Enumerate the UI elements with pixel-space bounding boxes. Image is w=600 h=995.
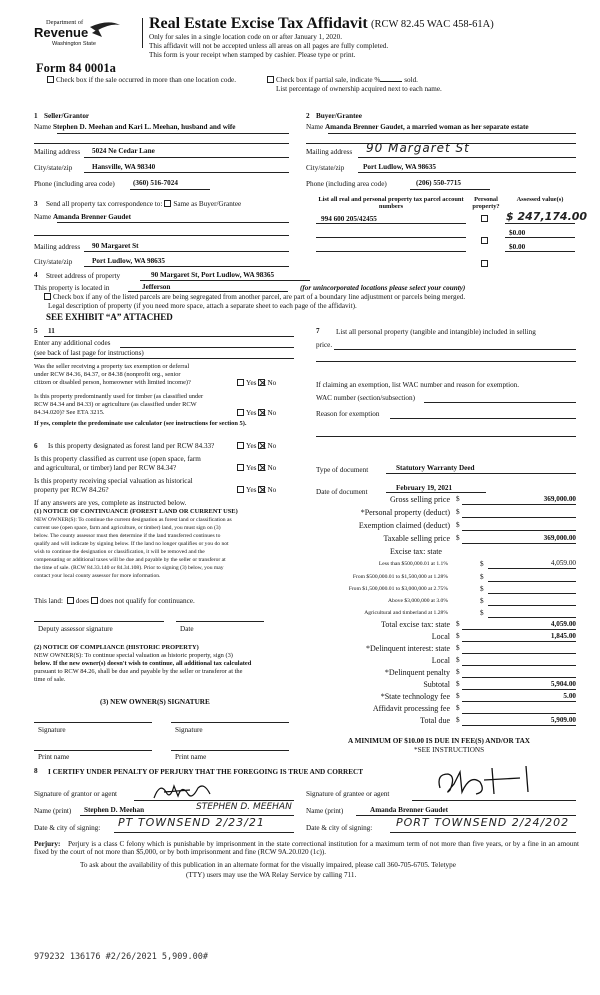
corr-mailing-label: Mailing address <box>34 243 81 251</box>
notice1-line: NEW OWNER(S): To continue the current designation as forest land or classification as <box>34 517 232 523</box>
sec7-text-1: List all personal property (tangible and intangible) included in selling <box>336 328 536 336</box>
partial-sale-row <box>265 76 418 84</box>
bracket-label: Agricultural and timberland at 1.28% <box>364 610 448 616</box>
notice2-line: NEW OWNER(S): To continue special valuation as historic property, sign (3) <box>34 652 233 659</box>
bracket-label: From $1,500,000.01 to $3,000,000 at 2.75% <box>348 586 448 592</box>
corr-city[interactable]: Port Ludlow, WA 98635 <box>92 257 165 265</box>
same-as-buyer-checkbox[interactable] <box>164 200 171 207</box>
grantee-signature-icon[interactable] <box>430 764 560 800</box>
doc-type-value[interactable]: Statutory Warranty Deed <box>396 464 475 472</box>
dollar-sign: $ <box>480 560 484 568</box>
does-not-label: does not qualify for continuance. <box>99 597 195 605</box>
county-value[interactable]: Jefferson <box>142 283 171 291</box>
partial-sale-checkbox[interactable] <box>267 76 274 83</box>
corr-heading-row <box>46 200 241 208</box>
doc-date-label: Date of document <box>316 488 368 496</box>
notice1-line: wish to continue the designation or classification, it will be removed and the <box>34 549 205 555</box>
dept-line-1: Department of <box>46 19 84 26</box>
dept-line-3: Washington State <box>52 41 96 47</box>
seller-phone[interactable]: (360) 516-7024 <box>133 179 178 187</box>
tax-label: Local <box>431 656 450 665</box>
does-checkbox[interactable] <box>67 597 74 604</box>
sec6-num: 6 <box>34 442 38 450</box>
tax-value[interactable]: 5,909.00 <box>550 716 576 724</box>
bracket-label: Less than $500,000.01 at 1.1% <box>378 561 448 567</box>
owner-print-name-label: Print name <box>38 753 70 761</box>
seller-name-row <box>34 123 235 131</box>
notice2-line: time of sale. <box>34 676 66 683</box>
grantee-signature-label: Signature of grantee or agent <box>306 790 390 798</box>
see-back-note: (see back of last page for instructions) <box>34 349 144 357</box>
sec5-num: 5 <box>34 327 38 335</box>
buyer-mailing[interactable]: 90 Margaret St <box>366 141 470 155</box>
bracket-label: From $500,000.01 to $1,500,000 at 1.28% <box>352 574 448 580</box>
form-title: Real Estate Excise Tax Affidavit <box>149 15 368 32</box>
grantee-date-city-label: Date & city of signing: <box>306 824 373 832</box>
dept-line-2: Revenue <box>34 25 89 40</box>
does-not-checkbox[interactable] <box>91 597 98 604</box>
sec7-num: 7 <box>316 327 320 335</box>
personal-property-checkbox[interactable] <box>481 237 488 244</box>
sec5-q2-line1: Is this property predominantly used for timber (as classified under <box>34 393 204 400</box>
dollar-sign: $ <box>456 692 460 700</box>
yes-checkbox[interactable] <box>237 486 244 493</box>
sec8-num: 8 <box>34 767 38 775</box>
see-instructions-note: *SEE INSTRUCTIONS <box>414 746 485 754</box>
no-label: No <box>267 464 277 472</box>
deputy-signature-label: Deputy assessor signature <box>38 625 113 633</box>
parcel-assessed-value[interactable]: $0.00 <box>509 229 526 237</box>
doc-date-value[interactable]: February 19, 2021 <box>396 484 453 492</box>
parcel-col-assessed: Assessed value(s) <box>516 196 564 203</box>
no-checkbox[interactable] <box>258 379 265 386</box>
buyer-phone-label: Phone (including area code) <box>306 180 387 188</box>
tax-value[interactable]: 1,845.00 <box>550 632 576 640</box>
bracket-label: Above $3,000,000 at 3.0% <box>388 598 448 604</box>
tax-value[interactable]: 5,904.00 <box>550 680 576 688</box>
buyer-num: 2 <box>306 112 310 120</box>
property-street[interactable]: 90 Margaret St, Port Ludlow, WA 98365 <box>151 271 275 279</box>
dollar-sign: $ <box>456 521 460 529</box>
minimum-due-note: A MINIMUM OF $10.00 IS DUE IN FEE(S) AND/OR TAX <box>348 737 530 745</box>
county-note: (for unincorporated locations please select your county) <box>300 284 466 292</box>
grantee-name-label: Name (print) <box>306 807 344 815</box>
notice1-title: (1) NOTICE OF CONTINUANCE (FOREST LAND OR CURRENT USE) <box>34 508 238 515</box>
tax-label: Taxable selling price <box>383 534 450 543</box>
sec5-q1-line1: Was the seller receiving a property tax exemption or deferral <box>34 363 190 370</box>
certify-statement: I CERTIFY UNDER PENALTY OF PERJURY THAT THE FOREGOING IS TRUE AND CORRECT <box>48 768 363 776</box>
this-land-row <box>34 597 195 605</box>
notice1-line: the time of sale. (RCW 84.33.140 or 84.34.108). Prior to signing (3) below, you may <box>34 565 224 571</box>
buyer-mailing-label: Mailing address <box>306 148 353 156</box>
multi-location-checkbox[interactable] <box>47 76 54 83</box>
notice1-line: compensating or additional taxes will be due and payable by the seller or transferor at <box>34 557 226 563</box>
personal-property-checkbox[interactable] <box>481 260 488 267</box>
dollar-sign: $ <box>480 573 484 581</box>
form-subtitle-3: This form is your receipt when stamped by cashier. Please type or print. <box>149 51 356 59</box>
tax-label: *Personal property (deduct) <box>360 508 450 517</box>
buyer-heading: Buyer/Grantee <box>316 112 362 120</box>
sec7-text-2: price. <box>316 341 333 349</box>
parcel-assessed-value[interactable]: $ 247,174.00 <box>506 210 588 223</box>
ownership-note: List percentage of ownership acquired next to each name. <box>276 85 442 93</box>
sec6-q2-line2: and agricultural, or timber) land per RCW 84.34? <box>34 464 177 472</box>
seller-city-label: City/state/zip <box>34 164 73 172</box>
same-as-buyer-label: Same as Buyer/Grantee <box>173 200 242 208</box>
sec6-q3-yesno <box>235 486 276 494</box>
corr-city-label: City/state/zip <box>34 258 73 266</box>
tax-value[interactable]: 369,000.00 <box>543 495 576 503</box>
revenue-logo <box>34 17 124 53</box>
yes-checkbox[interactable] <box>237 442 244 449</box>
perjury-text: Perjury is a class C felony which is punishable by imprisonment in the state correctional institution for a maximum term of not more than five years, or by a fine in an amount fixed by the court of not more than $5,000, or by both imprisonment and fine (RCW 9A.20.020 (1c)). <box>34 840 579 857</box>
yes-label: Yes <box>246 486 257 494</box>
parcel-col-personal: Personal property? <box>472 196 500 211</box>
sec5-code[interactable]: 11 <box>48 327 55 335</box>
county-label: This property is located in <box>34 284 110 292</box>
no-checkbox[interactable] <box>258 409 265 416</box>
tax-label: *State technology fee <box>380 692 450 701</box>
yes-checkbox[interactable] <box>237 379 244 386</box>
dollar-sign: $ <box>480 609 484 617</box>
accessibility-line-2: (TTY) users may use the WA Relay Service by calling 711. <box>186 871 357 879</box>
owner-signature-label: Signature <box>38 726 66 734</box>
tax-label: Local <box>431 632 450 641</box>
seller-mailing[interactable]: 5024 Ne Cedar Lane <box>92 147 155 155</box>
buyer-city-label: City/state/zip <box>306 164 345 172</box>
sec6-if-any: If any answers are yes, complete as instructed below. <box>34 499 187 507</box>
notice1-line: current use (open space, farm and agriculture, or timber) land, you must sign on (3) <box>34 525 221 531</box>
seller-heading: Seller/Grantor <box>44 112 90 120</box>
form-number: Form 84 0001a <box>36 61 116 75</box>
no-label: No <box>267 379 277 387</box>
parcel-account[interactable]: 994 600 205/42455 <box>321 215 377 223</box>
corr-name-label: Name <box>34 213 52 221</box>
owner-signature-label-2: Signature <box>175 726 203 734</box>
buyer-name-label: Name <box>306 123 324 131</box>
tax-label: Subtotal <box>423 680 450 689</box>
corr-name[interactable]: Amanda Brenner Gaudet <box>52 213 131 221</box>
seller-name[interactable]: Stephen D. Meehan and Kari L. Meehan, husband and wife <box>52 123 236 131</box>
excise-state-label: Excise tax: state <box>390 547 442 556</box>
segregated-label: Check box if any of the listed parcels are being segregated from another parcel, are part of a boundary line adjustment or parcels being merged. <box>53 293 466 301</box>
grantor-signature-label: Signature of grantor or agent <box>34 790 118 798</box>
property-street-label: Street address of property <box>46 272 121 280</box>
segregated-row <box>42 293 465 301</box>
corr-heading: Send all property tax correspondence to: <box>46 200 163 208</box>
segregated-checkbox[interactable] <box>44 293 51 300</box>
no-checkbox[interactable] <box>258 464 265 471</box>
corr-name-row <box>34 213 131 221</box>
this-land-label: This land: <box>34 597 63 605</box>
notice2-title: (2) NOTICE OF COMPLIANCE (HISTORIC PROPERTY) <box>34 644 199 651</box>
tax-label: Total due <box>420 716 450 725</box>
dollar-sign: $ <box>480 597 484 605</box>
partial-sale-label: Check box if partial sale, indicate % <box>276 76 381 84</box>
dollar-sign: $ <box>456 656 460 664</box>
does-label: does <box>75 597 89 605</box>
dollar-sign: $ <box>456 495 460 503</box>
yes-label: Yes <box>246 464 257 472</box>
tax-label: *Delinquent penalty <box>384 668 450 677</box>
sec5-q2-yesno <box>235 409 276 417</box>
grantor-print-name[interactable]: Stephen D. Meehan <box>84 806 145 814</box>
sec6-q2-line1: Is this property classified as current use (open space, farm <box>34 455 201 463</box>
grantor-date-city[interactable]: PT TOWNSEND 2/23/21 <box>118 816 265 829</box>
sec6-q3-line2: property per RCW 84.26? <box>34 486 109 494</box>
buyer-name[interactable]: Amanda Brenner Gaudet, a married woman as her separate estate <box>324 123 529 131</box>
parcel-col-accounts: List all real and personal property tax parcel account numbers <box>318 196 464 211</box>
seller-phone-label: Phone (including area code) <box>34 180 115 188</box>
legal-description-label: Legal description of property (if you need more space, attach a separate sheet to each page of the affidavit). <box>48 302 357 310</box>
dollar-sign: $ <box>456 534 460 542</box>
dollar-sign: $ <box>480 585 484 593</box>
sec5-q1-line2: under RCW 84.36, 84.37, or 84.38 (nonprofit org., senior <box>34 371 181 378</box>
grantor-handwritten-name[interactable]: STEPHEN D. MEEHAN <box>196 802 292 812</box>
notice2-line: pursuant to RCW 84.26, shall be due and payable by the seller or transferor at the <box>34 668 243 675</box>
buyer-name-row <box>306 123 529 131</box>
cashier-stamp: 979232 136176 #2/26/2021 5,909.00# <box>34 952 208 962</box>
grantor-name-label: Name (print) <box>34 807 72 815</box>
notice1-line: below. The county assessor must then determine if the land transferred continues to <box>34 533 221 539</box>
parcel-assessed-value[interactable]: $0.00 <box>509 243 526 251</box>
yes-checkbox[interactable] <box>237 409 244 416</box>
sec5-q2-line2: RCW 84.34 and 84.33) or agriculture (as classified under RCW <box>34 401 197 408</box>
no-checkbox[interactable] <box>258 486 265 493</box>
grantor-date-city-label: Date & city of signing: <box>34 824 101 832</box>
sec5-q2-line3: 84.34.020)? See ETA 3215. <box>34 409 105 416</box>
tax-label: Affidavit processing fee <box>372 704 450 713</box>
dollar-sign: $ <box>456 716 460 724</box>
deputy-date-label: Date <box>180 625 194 633</box>
dollar-sign: $ <box>456 680 460 688</box>
no-label: No <box>267 409 277 417</box>
exemption-label: If claiming an exemption, list WAC number and reason for exemption. <box>316 381 520 389</box>
personal-property-checkbox[interactable] <box>481 215 488 222</box>
corr-num: 3 <box>34 200 38 208</box>
no-label: No <box>267 442 277 450</box>
grantee-date-city[interactable]: PORT TOWNSEND 2/24/202 <box>396 816 570 829</box>
doc-type-label: Type of document <box>316 466 369 474</box>
sec5-if-yes: If yes, complete the predominate use calculator (see instructions for section 5). <box>34 420 247 427</box>
sec5-q1-line3: citizen or disabled person, homeowner with limited income)? <box>34 379 191 386</box>
tax-value[interactable]: 5.00 <box>563 692 576 700</box>
sold-label: sold. <box>404 76 418 84</box>
yes-checkbox[interactable] <box>237 464 244 471</box>
bracket-value[interactable]: 4,059.00 <box>550 559 576 567</box>
partial-sale-percent-field[interactable] <box>380 81 402 82</box>
owner-print-name-label-2: Print name <box>175 753 207 761</box>
wac-label: WAC number (section/subsection) <box>316 394 416 402</box>
seller-num: 1 <box>34 112 38 120</box>
form-subtitle-2: This affidavit will not be accepted unless all areas on all pages are fully completed. <box>149 42 389 50</box>
notice1-line: contact your local county assessor for more information. <box>34 573 161 579</box>
dollar-sign: $ <box>456 668 460 676</box>
grantee-print-name[interactable]: Amanda Brenner Gaudet <box>370 806 449 814</box>
seller-city[interactable]: Hansville, WA 98340 <box>92 163 156 171</box>
sec5-q1-yesno <box>235 379 276 387</box>
dollar-sign: $ <box>456 508 460 516</box>
sec6-q1-yesno <box>235 442 276 450</box>
yes-label: Yes <box>246 379 257 387</box>
tax-label: Gross selling price <box>390 495 450 504</box>
additional-codes-label: Enter any additional codes <box>34 339 111 347</box>
no-label: No <box>267 486 277 494</box>
tax-label: Total excise tax: state <box>381 620 450 629</box>
notice1-line: qualify and will indicate by signing below. If the land no longer qualifies or you do not <box>34 541 229 547</box>
grantor-signature-icon[interactable] <box>150 778 220 802</box>
buyer-city[interactable]: Port Ludlow, WA 98635 <box>363 163 436 171</box>
yes-label: Yes <box>246 409 257 417</box>
sec6-q1: Is this property designated as forest land per RCW 84.33? <box>48 442 215 450</box>
yes-label: Yes <box>246 442 257 450</box>
notice2-line: below. If the new owner(s) doesn't wish to continue, all additional tax calculated <box>34 660 252 667</box>
no-checkbox[interactable] <box>258 442 265 449</box>
corr-mailing[interactable]: 90 Margaret St <box>92 242 139 250</box>
dollar-sign: $ <box>456 632 460 640</box>
perjury-label: Perjury: <box>34 840 61 848</box>
new-owner-signature-heading: (3) NEW OWNER(S) SIGNATURE <box>100 698 210 706</box>
tax-label: Exemption claimed (deduct) <box>358 521 450 530</box>
legal-description-value[interactable]: SEE EXHIBIT “A” ATTACHED <box>46 312 173 322</box>
sec6-q2-yesno <box>235 464 276 472</box>
seller-mailing-label: Mailing address <box>34 148 81 156</box>
tax-value[interactable]: 369,000.00 <box>543 534 576 542</box>
reason-label: Reason for exemption <box>316 410 380 418</box>
property-num: 4 <box>34 271 38 279</box>
multi-location-label: Check box if the sale occurred in more than one location code. <box>56 76 237 84</box>
dollar-sign: $ <box>456 644 460 652</box>
buyer-phone[interactable]: (206) 550-7715 <box>416 179 461 187</box>
dollar-sign: $ <box>456 704 460 712</box>
form-rcw: (RCW 82.45 WAC 458-61A) <box>371 19 494 30</box>
tax-label: *Delinquent interest: state <box>366 644 450 653</box>
multi-location-row <box>45 76 236 84</box>
tax-value[interactable]: 4,059.00 <box>550 620 576 628</box>
accessibility-line-1: To ask about the availability of this publication in an alternate format for the visually impaired, please call 360-705-6705. Teletype <box>80 861 456 869</box>
form-subtitle-1: Only for sales in a single location code on or after January 1, 2020. <box>149 33 343 41</box>
sec6-q3-line1: Is this property receiving special valuation as historical <box>34 477 193 485</box>
dollar-sign: $ <box>456 620 460 628</box>
seller-name-label: Name <box>34 123 52 131</box>
